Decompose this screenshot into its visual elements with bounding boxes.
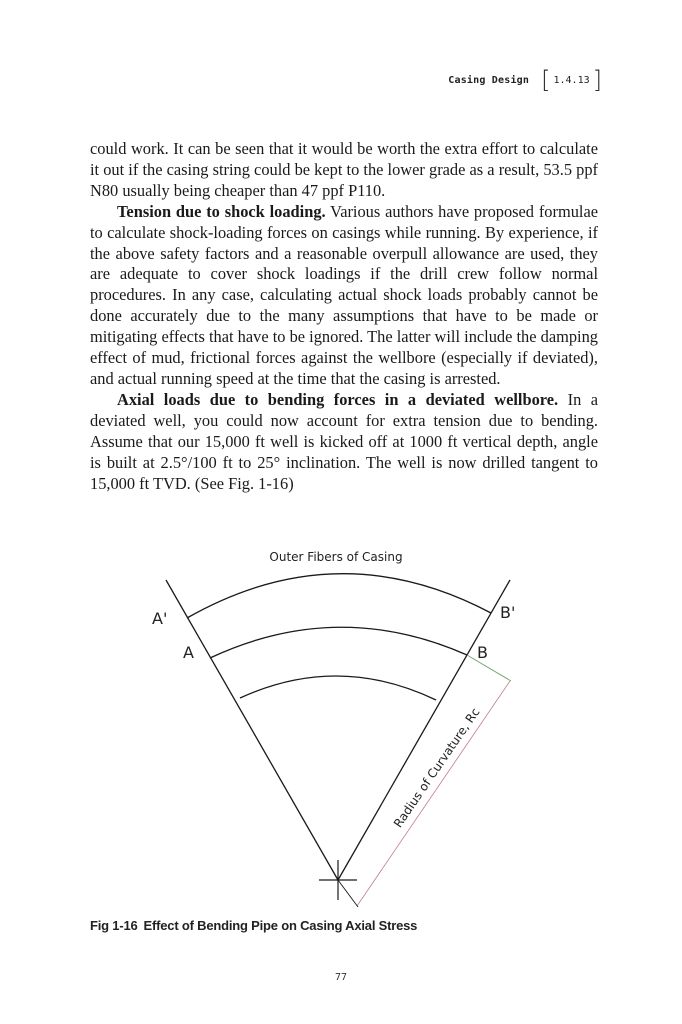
bending-diagram <box>100 540 580 910</box>
figure-1-16 <box>100 540 580 910</box>
section-number <box>541 68 602 92</box>
label-b: B <box>477 643 488 662</box>
right-radial-line <box>338 580 510 880</box>
inner-arc <box>240 676 436 700</box>
figure-caption <box>90 918 417 933</box>
right-bracket-icon: ] <box>592 66 602 94</box>
body-text <box>90 139 598 494</box>
left-bracket-icon: [ <box>541 66 551 94</box>
left-radial-line <box>166 580 338 880</box>
paragraph-2 <box>90 202 598 390</box>
running-head <box>448 68 602 92</box>
label-a: A <box>183 643 194 662</box>
radius-label: Radius of Curvature, Rc <box>390 705 483 831</box>
radius-extension-top <box>467 655 511 681</box>
paragraph-1: could work. It can be seen that it would be worth the extra effort to calculate it out if the casing string could be kept to the lower grade as a result, 53.5 ppf N80 usually being cheaper than 47 ppf P110. <box>90 139 598 200</box>
label-b-prime: B' <box>500 603 516 622</box>
paragraph-2-text: Various authors have proposed formulae to calculate shock-loading forces on casings while running. By experience, if the above safety factors and a reasonable overpull allowance are used, they are adequate to cover shock loadings if the drill crew follow normal procedures. In any case, calculating actual shock loads probably cannot be done accurately due to the many assumptions that have to be made or mitigating effects that have to be ignored. The latter will include the damping effect of mud, frictional forces against the wellbore (especially if deviated), and actual running speed at the time that the casing is arrested. <box>90 201 598 388</box>
radius-dimension-line <box>357 681 510 906</box>
outer-fibers-label: Outer Fibers of Casing <box>269 550 403 564</box>
label-a-prime: A' <box>152 609 168 628</box>
paragraph-3 <box>90 390 598 495</box>
section-number-text: 1.4.13 <box>553 74 590 86</box>
outer-arc <box>187 574 491 618</box>
figure-caption-number: Fig 1-16 <box>90 918 138 933</box>
running-head-title: Casing Design <box>448 74 530 86</box>
figure-caption-text: Effect of Bending Pipe on Casing Axial Stress <box>143 918 418 933</box>
paragraph-3-text: In a deviated well, you could now account for extra tension due to bending. Assume that our 15,000 ft well is kicked off at 1000 ft vertical depth, angle is built at 2.5°/100 ft to 25° inclination. The well is now drilled tangent to 15,000 ft TVD. (See Fig. 1-16) <box>90 389 599 493</box>
middle-arc <box>210 627 467 658</box>
paragraph-3-heading: Axial loads due to bending forces in a deviated wellbore. <box>117 389 559 409</box>
radius-extension-bottom <box>338 880 358 907</box>
page-number: 77 <box>334 972 348 983</box>
paragraph-2-heading: Tension due to shock loading. <box>117 201 326 221</box>
